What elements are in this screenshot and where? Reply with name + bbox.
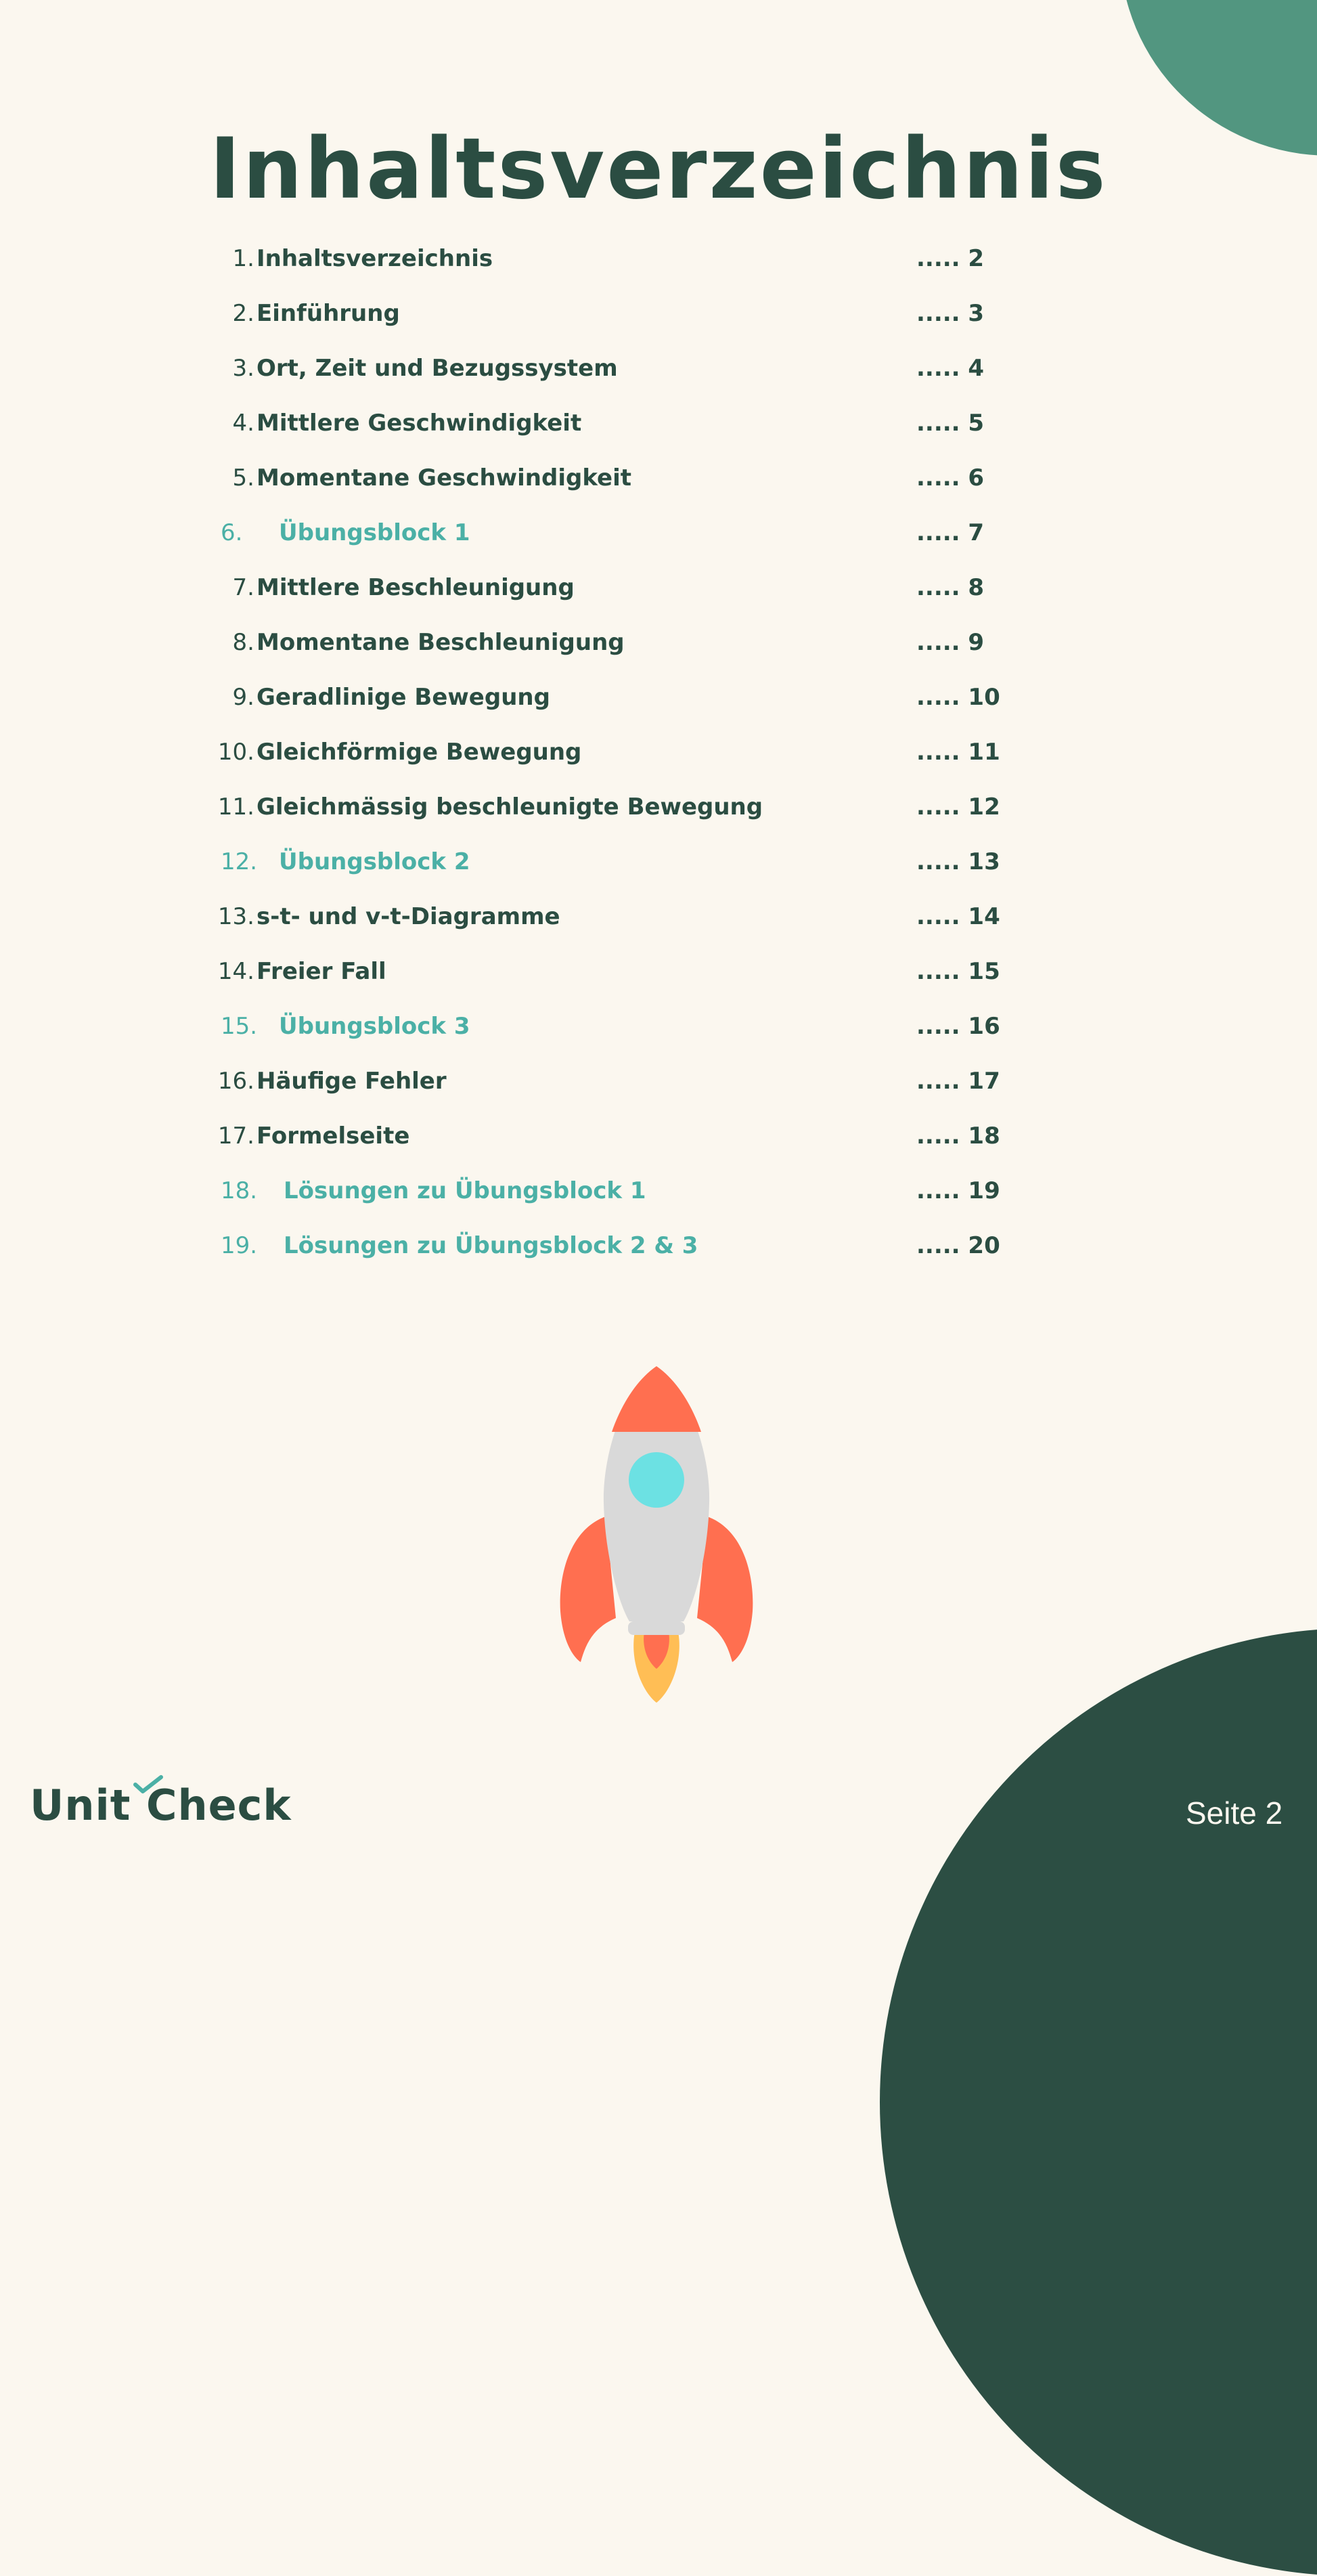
toc-label: Freier Fall: [256, 958, 386, 985]
logo-text: Unit Check: [30, 1781, 292, 1830]
toc-page-number: ..... 11: [916, 739, 1000, 766]
toc-page-number: ..... 12: [916, 793, 1000, 821]
rocket-nose: [612, 1366, 701, 1432]
checkmark-icon: [133, 1775, 164, 1794]
toc-page-number: ..... 2: [916, 245, 985, 272]
page-number: Seite 2: [1186, 1795, 1283, 1831]
toc-number: 1.: [232, 245, 254, 272]
toc-row[interactable]: [0, 842, 1317, 896]
toc-number: 19.: [221, 1232, 258, 1259]
toc-label: Inhaltsverzeichnis: [256, 245, 493, 272]
toc-number: 11.: [217, 793, 254, 821]
toc-row[interactable]: [0, 896, 1317, 951]
toc-page-number: ..... 14: [916, 903, 1000, 930]
toc-number: 14.: [217, 958, 254, 985]
toc-page-number: ..... 15: [916, 958, 1000, 985]
toc-number: 2.: [232, 300, 254, 327]
toc-label: Lösungen zu Übungsblock 2 & 3: [284, 1232, 698, 1259]
toc-row[interactable]: [0, 787, 1317, 842]
toc-row[interactable]: [0, 732, 1317, 787]
toc-row[interactable]: [0, 403, 1317, 458]
toc-row[interactable]: [0, 512, 1317, 567]
toc-label: Mittlere Beschleunigung: [256, 574, 575, 601]
toc-label: Gleichförmige Bewegung: [256, 739, 582, 766]
toc-label: Geradlinige Bewegung: [256, 684, 550, 711]
toc-row[interactable]: [0, 238, 1317, 293]
toc-page-number: ..... 17: [916, 1068, 1000, 1095]
toc-label: Formelseite: [256, 1122, 410, 1150]
toc-page-number: ..... 20: [916, 1232, 1000, 1259]
toc-label: Mittlere Geschwindigkeit: [256, 410, 582, 437]
rocket-window: [629, 1452, 684, 1508]
page-title: Inhaltsverzeichnis: [209, 121, 1108, 219]
toc-page-number: ..... 16: [916, 1013, 1000, 1040]
toc-number: 10.: [217, 739, 254, 766]
toc-row[interactable]: [0, 677, 1317, 732]
toc-number: 18.: [221, 1177, 258, 1204]
toc-page-number: ..... 5: [916, 410, 985, 437]
corner-decoration-bottom-right: [880, 1628, 1317, 2576]
toc-row[interactable]: [0, 951, 1317, 1006]
toc-row[interactable]: [0, 458, 1317, 512]
toc-row[interactable]: [0, 348, 1317, 403]
rocket-nozzle: [628, 1621, 685, 1635]
toc-page-number: ..... 19: [916, 1177, 1000, 1204]
toc-label: Übungsblock 3: [279, 1013, 470, 1040]
toc-label: Einführung: [256, 300, 400, 327]
toc-label: Lösungen zu Übungsblock 1: [284, 1177, 646, 1204]
unitcheck-logo: [30, 1781, 292, 1830]
toc-page-number: ..... 9: [916, 629, 985, 656]
toc-number: 9.: [232, 684, 254, 711]
rocket-illustration: [555, 1361, 758, 1706]
toc-label: Gleichmässig beschleunigte Bewegung: [256, 793, 763, 821]
toc-row[interactable]: [0, 1061, 1317, 1116]
toc-label: Häufige Fehler: [256, 1068, 447, 1095]
toc-number: 13.: [217, 903, 254, 930]
table-of-contents: [0, 238, 1317, 1280]
toc-row[interactable]: [0, 293, 1317, 348]
toc-page-number: ..... 6: [916, 464, 985, 492]
toc-number: 7.: [232, 574, 254, 601]
toc-page-number: ..... 3: [916, 300, 985, 327]
toc-row[interactable]: [0, 1116, 1317, 1171]
toc-label: Übungsblock 2: [279, 848, 470, 875]
toc-number: 3.: [232, 355, 254, 382]
toc-page-number: ..... 8: [916, 574, 985, 601]
toc-number: 15.: [221, 1013, 258, 1040]
toc-number: 8.: [232, 629, 254, 656]
toc-number: 17.: [217, 1122, 254, 1150]
toc-row[interactable]: [0, 1006, 1317, 1061]
toc-number: 4.: [232, 410, 254, 437]
toc-page-number: ..... 18: [916, 1122, 1000, 1150]
toc-row[interactable]: [0, 1225, 1317, 1280]
toc-number: 6.: [221, 519, 243, 546]
toc-page-number: ..... 4: [916, 355, 985, 382]
toc-label: s-t- und v-t-Diagramme: [256, 903, 560, 930]
toc-row[interactable]: [0, 622, 1317, 677]
toc-number: 16.: [217, 1068, 254, 1095]
toc-label: Momentane Beschleunigung: [256, 629, 625, 656]
toc-label: Ort, Zeit und Bezugssystem: [256, 355, 618, 382]
toc-page-number: ..... 7: [916, 519, 985, 546]
toc-number: 12.: [221, 848, 258, 875]
toc-label: Momentane Geschwindigkeit: [256, 464, 632, 492]
toc-label: Übungsblock 1: [279, 519, 470, 546]
toc-page-number: ..... 13: [916, 848, 1000, 875]
toc-number: 5.: [232, 464, 254, 492]
toc-row[interactable]: [0, 567, 1317, 622]
toc-row[interactable]: [0, 1171, 1317, 1225]
toc-page-number: ..... 10: [916, 684, 1000, 711]
